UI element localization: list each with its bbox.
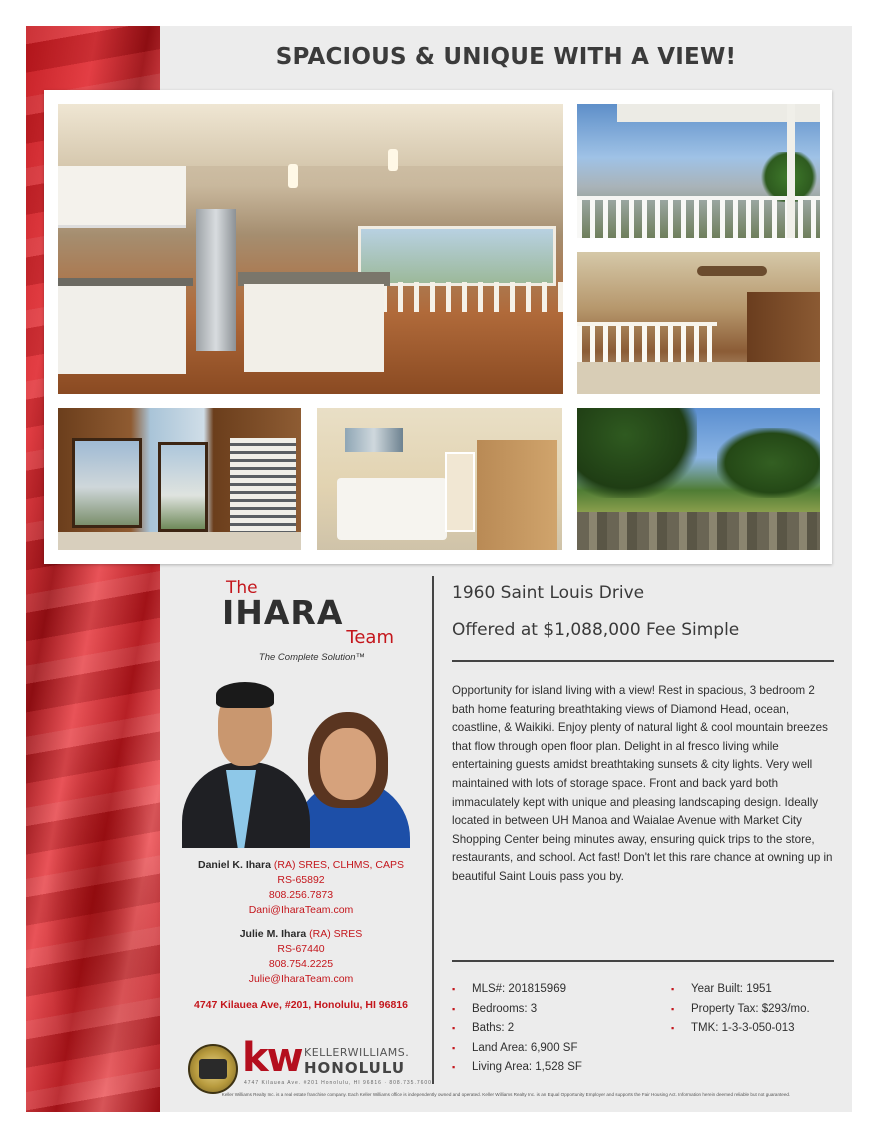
kw-logo: kw xyxy=(242,1035,302,1081)
team-tagline: The Complete Solution™ xyxy=(258,652,366,663)
facts-list-left xyxy=(452,980,582,1078)
headline: SPACIOUS & UNIQUE WITH A VIEW! xyxy=(275,44,737,70)
agent-1-name-line xyxy=(176,858,426,873)
agent-2-name: Julie M. Ihara xyxy=(239,928,307,940)
brokerage-city: HONOLULU xyxy=(304,1059,406,1077)
agent-1-name: Daniel K. Ihara xyxy=(198,859,271,871)
fact-item: ▪ Year Built: 1951 xyxy=(671,980,810,1000)
fact-item: ▪ Property Tax: $293/mo. xyxy=(671,1000,810,1020)
property-address: 1960 Saint Louis Drive xyxy=(452,583,645,603)
office-address: 4747 Kilauea Ave, #201, Honolulu, HI 96816 xyxy=(194,999,408,1011)
agents-headshot xyxy=(182,676,410,848)
fact-item: ▪ Baths: 2 xyxy=(452,1019,582,1039)
column-divider xyxy=(432,576,434,1084)
lanai-view-photo xyxy=(577,104,820,238)
fact-item: ▪ MLS#: 201815969 xyxy=(452,980,582,1000)
agent-2-license: RS-67440 xyxy=(277,943,325,955)
rule-top xyxy=(452,660,834,662)
brokerage-small-print: 4747 Kilauea Ave. #201 Honolulu, HI 96816 · 808.735.7600 xyxy=(244,1080,432,1086)
agent-contacts xyxy=(176,858,426,1013)
backyard-photo xyxy=(577,408,820,550)
fine-print: Keller Williams Realty Inc. is a real estate franchise company. Each Keller Williams office is independently owned and operated. Keller Williams Realty Inc. is an Equal Opportunity Employer and supports the Fair Housing Act. Information herein deemed reliable but not guaranteed. xyxy=(221,1092,791,1097)
facts-list-right xyxy=(671,980,810,1039)
fact-item: ▪ Bedrooms: 3 xyxy=(452,1000,582,1020)
agent-1-license: RS-65892 xyxy=(277,874,325,886)
agent-2-designation: (RA) SRES xyxy=(309,928,363,940)
award-badge-icon xyxy=(188,1044,238,1094)
agent-2-phone[interactable]: 808.754.2225 xyxy=(268,958,334,970)
property-description: Opportunity for island living with a view! Rest in spacious, 3 bedroom 2 bath home featuring breathtaking views of Diamond Head, ocean, coastline, & Waikiki. Enjoy plenty of natural light & cool mountain breezes that flow through open floor plan. Delight in al fresco living while entertaining guests amidst breathtaking sunsets & city lights. Very well maintained with lots of storage space. Front and back yard both immaculately kept with unique and pleasing landscaping design. Ideally located in between UH Manoa and Waialae Avenue with Market City Shopping Center being minutes away, ensuring quick trips to the store, restaurants, and school. Act fast! Don't let this rare chance at owning up in beautiful Saint Louis pass you by. xyxy=(452,684,833,883)
fact-item: ▪ Land Area: 6,900 SF xyxy=(452,1039,582,1059)
brokerage-name: KELLERWILLIAMS. xyxy=(304,1046,410,1059)
logo-team: Team xyxy=(346,627,394,648)
view-room-photo xyxy=(58,408,301,550)
agent-1-designation: (RA) SRES, CLHMS, CAPS xyxy=(273,859,404,871)
photo-collage xyxy=(44,90,832,564)
bedroom-photo xyxy=(317,408,562,550)
logo-the: The xyxy=(226,578,258,598)
agent-1-email[interactable]: Dani@IharaTeam.com xyxy=(248,904,354,916)
agent-1-phone[interactable]: 808.256.7873 xyxy=(268,889,334,901)
living-room-photo xyxy=(577,252,820,394)
agent-2-name-line xyxy=(176,927,426,942)
fact-item: ▪ TMK: 1-3-3-050-013 xyxy=(671,1019,810,1039)
property-price: Offered at $1,088,000 Fee Simple xyxy=(452,620,740,640)
agent-2-email[interactable]: Julie@IharaTeam.com xyxy=(248,973,354,985)
ihara-team-logo xyxy=(222,580,398,647)
logo-ihara: IHARA xyxy=(222,593,344,632)
fact-item: ▪ Living Area: 1,528 SF xyxy=(452,1058,582,1078)
kitchen-photo xyxy=(58,104,563,394)
rule-bottom xyxy=(452,960,834,962)
flyer-page xyxy=(26,26,852,1112)
